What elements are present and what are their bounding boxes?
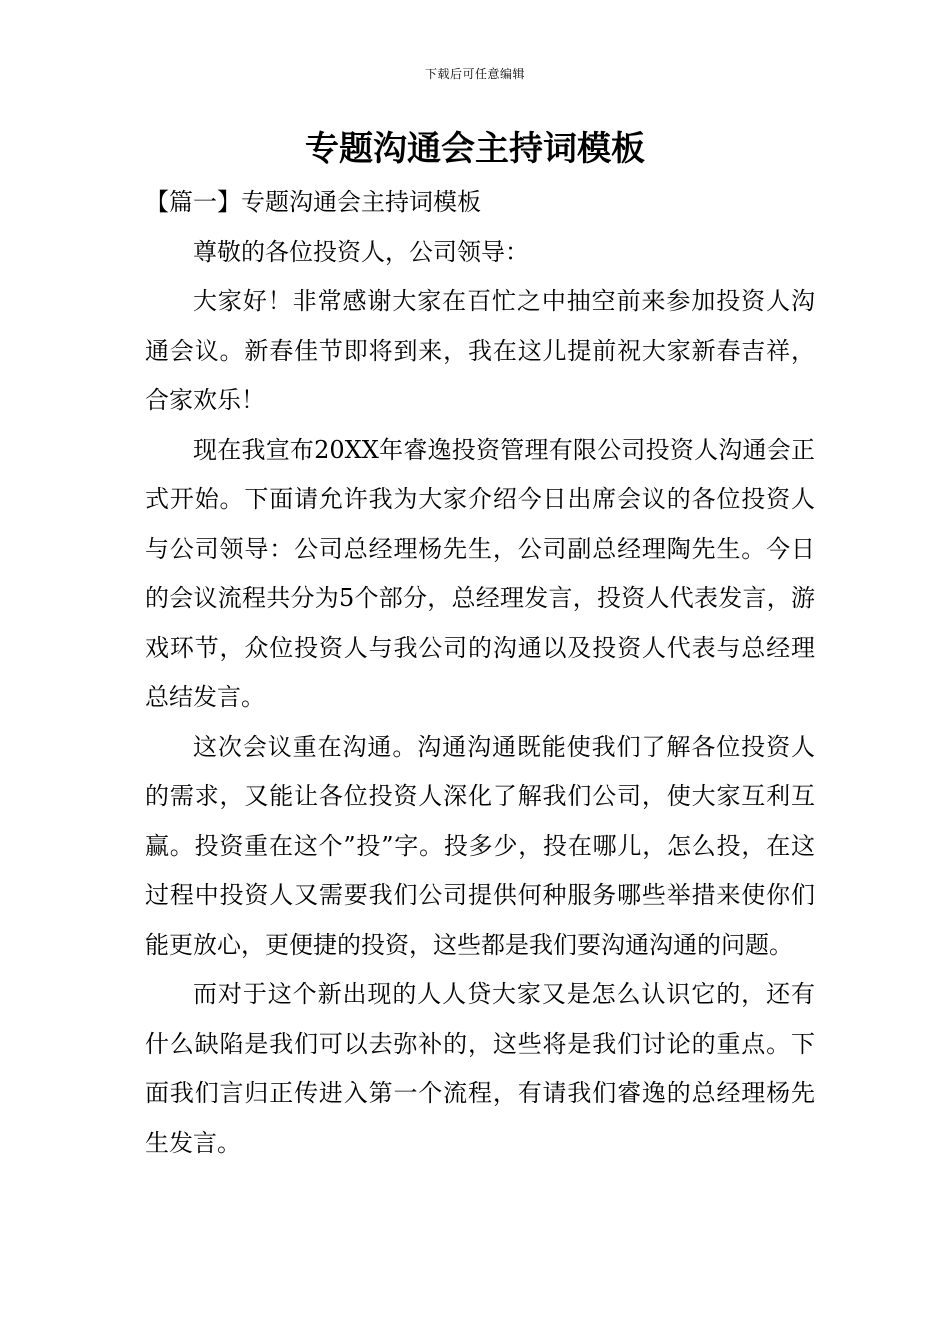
paragraph-salutation: 尊敬的各位投资人，公司领导： (193, 237, 529, 266)
paragraph-communication: 这次会议重在沟通。沟通沟通既能使我们了解各位投资人的需求，又能让各位投资人深化了解我们公司，使大家互利互赢。投资重在这个”投”字。投多少，投在哪儿，怎么投，在这过程中投资人又需要我们公司提供何种服务哪些举措来使你们能更放心，更便捷的投资，这些都是我们要沟通沟通的问题。 (145, 732, 815, 959)
paragraph-greeting: 大家好！非常感谢大家在百忙之中抽空前来参加投资人沟通会议。新春佳节即将到来，我在这儿提前祝大家新春吉祥，合家欢乐！ (145, 287, 815, 414)
document-title: 专题沟通会主持词模板 (305, 129, 645, 169)
section-heading: 【篇一】专题沟通会主持词模板 (145, 188, 481, 216)
paragraph-discussion: 而对于这个新出现的人人贷大家又是怎么认识它的，还有什么缺陷是我们可以去弥补的，这些将是我们讨论的重点。下面我们言归正传进入第一个流程，有请我们睿逸的总经理杨先生发言。 (145, 980, 815, 1157)
paragraph-opening: 现在我宣布20XX年睿逸投资管理有限公司投资人沟通会正式开始。下面请允许我为大家介绍今日出席会议的各位投资人与公司领导：公司总经理杨先生，公司副总经理陶先生。今日的会议流程共分为5个部分，总经理发言，投资人代表发言，游戏环节，众位投资人与我公司的沟通以及投资人代表与总经理总结发言。 (145, 435, 815, 711)
document-body (145, 178, 815, 1168)
header-note: 下载后可任意编辑 (424, 67, 525, 81)
